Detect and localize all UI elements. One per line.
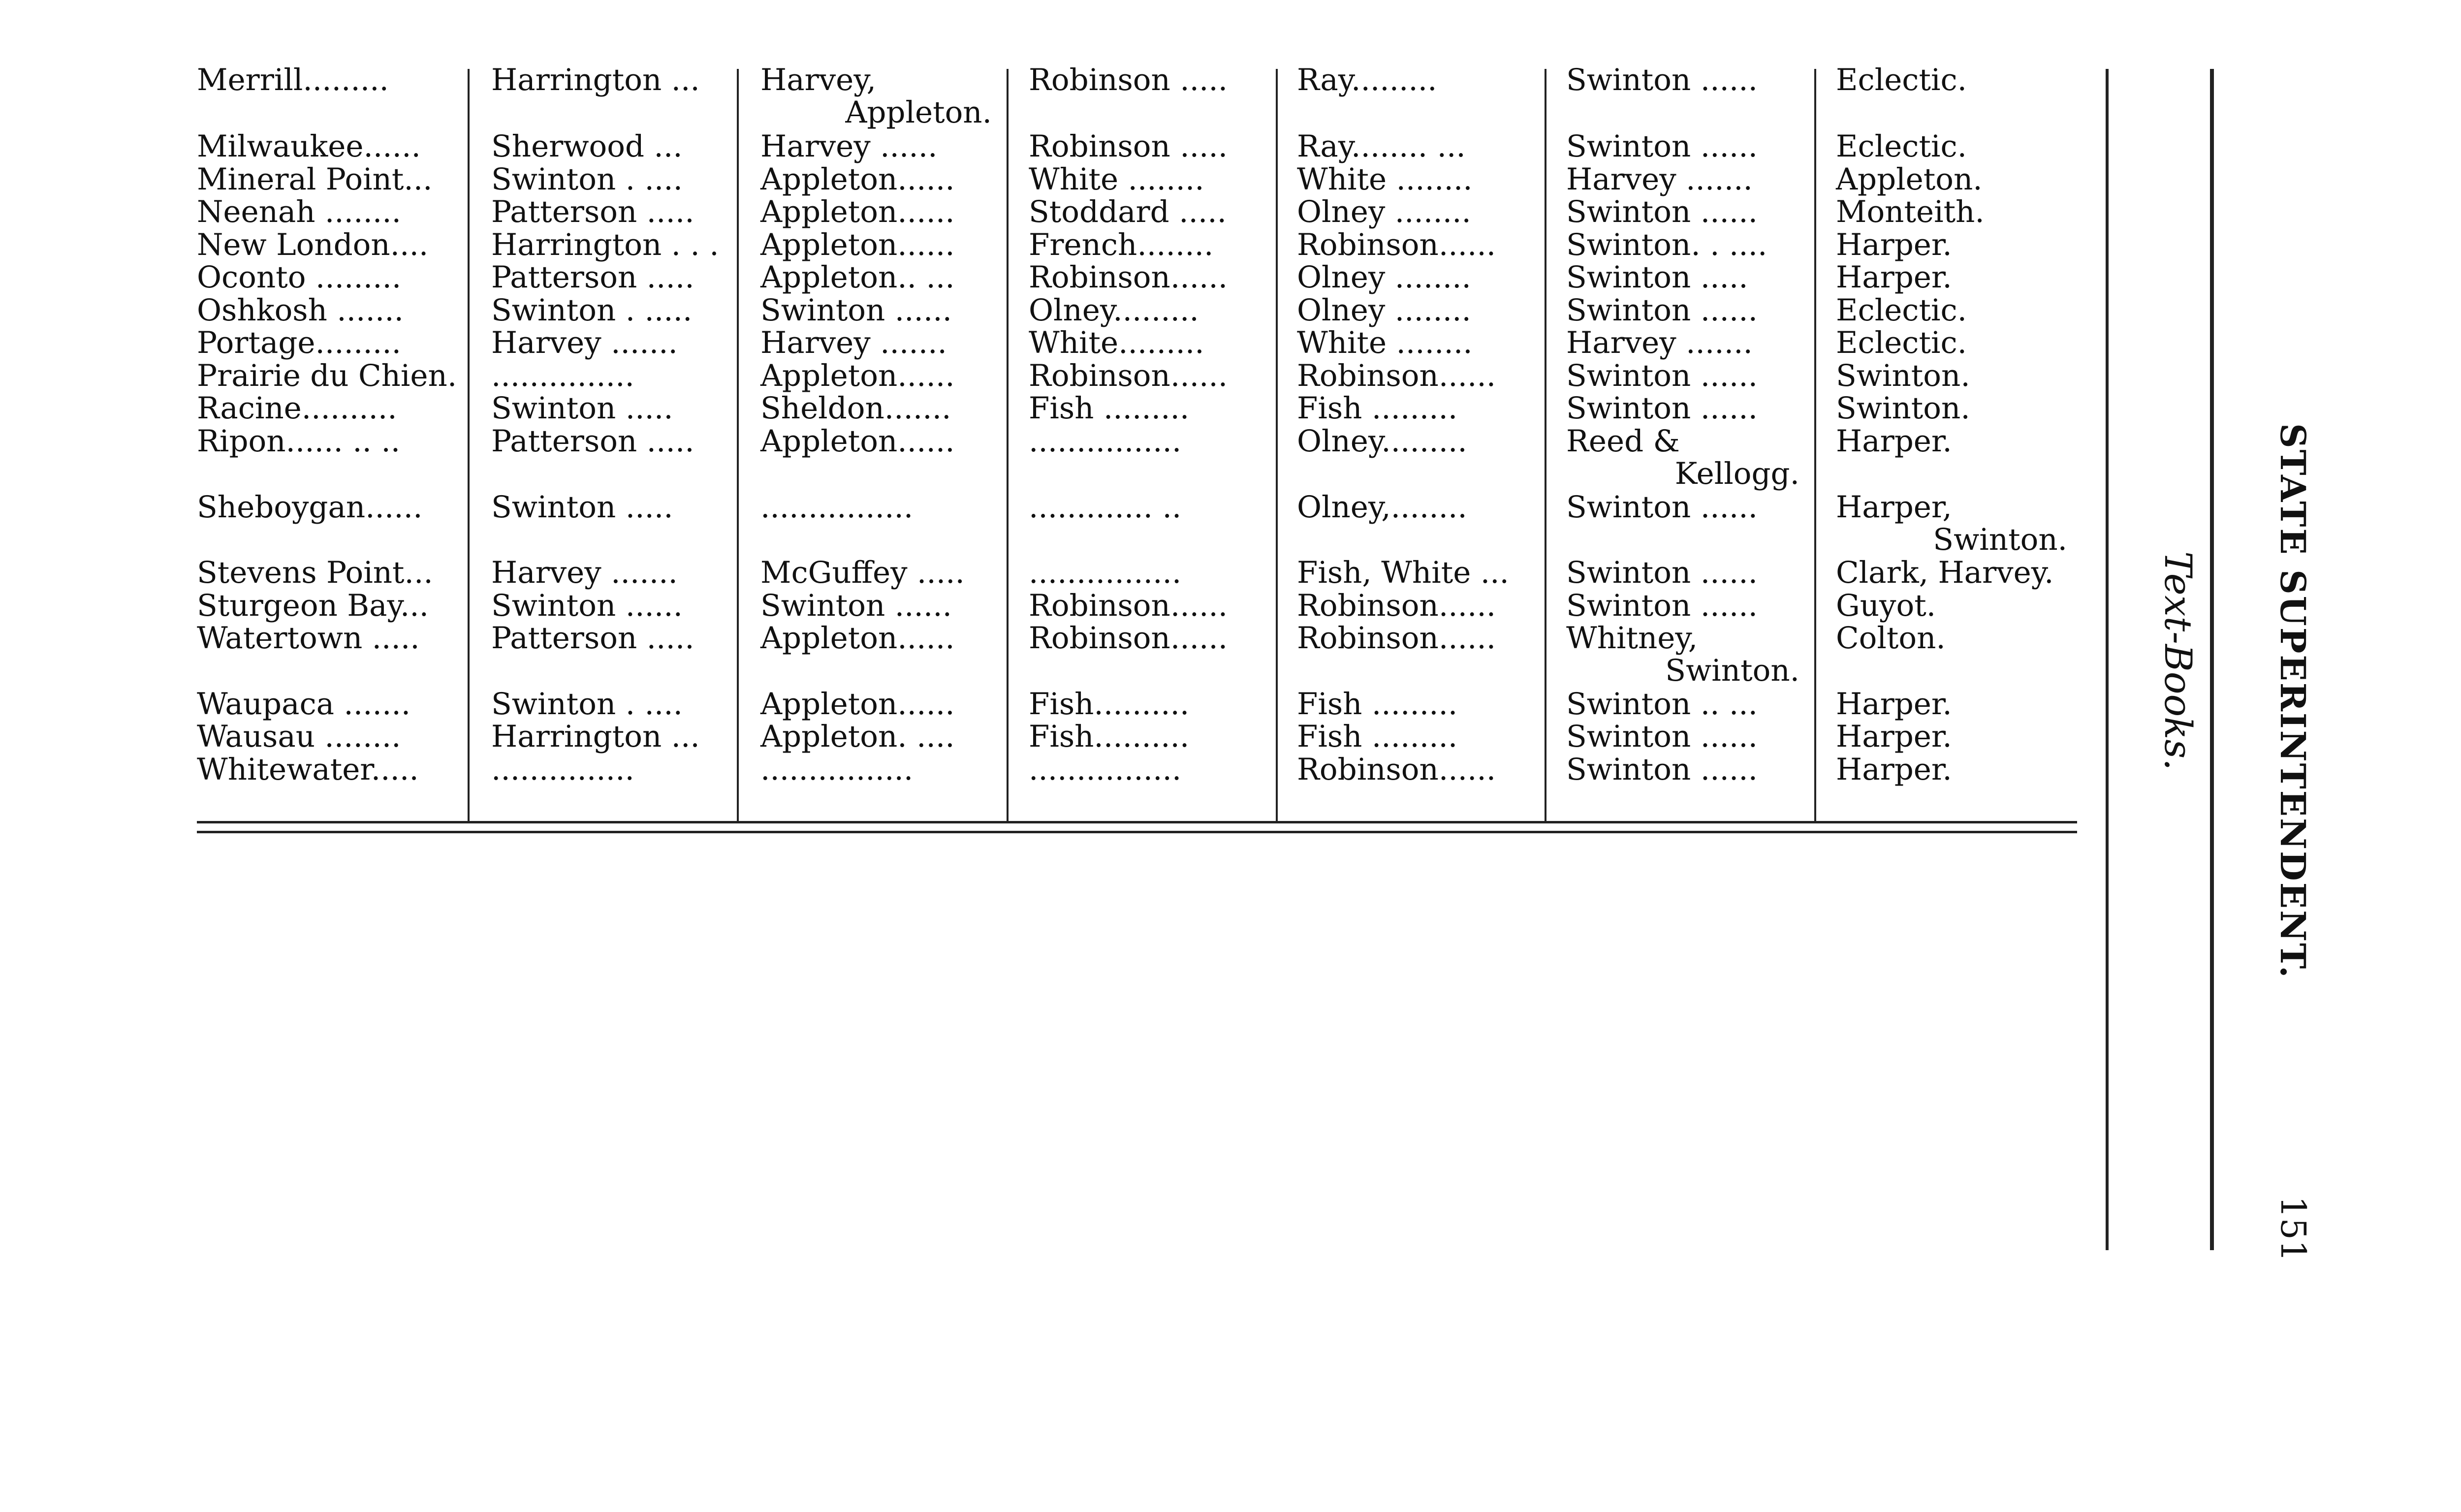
table-row bbox=[0, 63, 2116, 130]
book-entry: Harrington ... bbox=[491, 719, 700, 754]
margin-rule bbox=[2106, 69, 2109, 1250]
book-entry: Patterson ..... bbox=[491, 621, 694, 656]
book-entry: Swinton ...... bbox=[760, 293, 952, 328]
book-entry: Fish.......... bbox=[1029, 687, 1190, 722]
book-entry: Fish, White ... bbox=[1297, 555, 1509, 590]
book-entry: Monteith. bbox=[1836, 194, 1985, 229]
book-entry: Olney ........ bbox=[1297, 293, 1471, 328]
book-entry: Sheldon....... bbox=[760, 391, 951, 426]
city-name: Waupaca ....... bbox=[197, 687, 411, 722]
book-entry: Robinson...... bbox=[1029, 358, 1228, 393]
book-entry: Swinton ...... bbox=[491, 588, 683, 623]
city-name: Oshkosh ....... bbox=[197, 293, 404, 328]
table-row bbox=[0, 229, 2116, 261]
book-entry: Colton. bbox=[1836, 621, 1946, 656]
book-entry: Swinton. . .... bbox=[1566, 227, 1767, 262]
table-row bbox=[0, 590, 2116, 622]
book-entry: ............... bbox=[491, 752, 634, 787]
book-entry: Appleton...... bbox=[760, 358, 955, 393]
city-name: Oconto ......... bbox=[197, 260, 402, 295]
book-entry: Robinson ..... bbox=[1029, 129, 1228, 164]
book-entry: Appleton. .... bbox=[760, 719, 955, 754]
book-entry: Ray........ ... bbox=[1297, 129, 1466, 164]
city-name: Racine.......... bbox=[197, 391, 397, 426]
book-entry: Patterson ..... bbox=[491, 194, 694, 229]
book-entry: Swinton . .... bbox=[491, 162, 683, 197]
book-entry: French........ bbox=[1029, 227, 1214, 262]
book-entry: Fish ......... bbox=[1297, 391, 1458, 426]
book-entry: Appleton...... bbox=[760, 621, 955, 656]
table-row bbox=[0, 360, 2116, 392]
book-entry: Appleton.. ... bbox=[760, 260, 955, 295]
page-number: 151 bbox=[2273, 1196, 2313, 1262]
book-entry: Harper. bbox=[1836, 687, 1952, 722]
book-entry: Swinton .. ... bbox=[1566, 687, 1758, 722]
book-entry: Fish.......... bbox=[1029, 719, 1190, 754]
book-entry-continuation: Appleton. bbox=[845, 95, 992, 130]
table-row bbox=[0, 294, 2116, 327]
book-entry: Appleton...... bbox=[760, 687, 955, 722]
table-row bbox=[0, 557, 2116, 589]
book-entry: Olney,........ bbox=[1297, 490, 1467, 525]
column-rule bbox=[1007, 69, 1009, 822]
book-entry: Fish ......... bbox=[1297, 687, 1458, 722]
book-entry: Stoddard ..... bbox=[1029, 194, 1227, 229]
city-name: Merrill......... bbox=[197, 63, 389, 97]
column-rule bbox=[1276, 69, 1278, 822]
book-entry: Robinson ..... bbox=[1029, 63, 1228, 97]
book-entry: White ........ bbox=[1297, 162, 1473, 197]
table-row bbox=[0, 130, 2116, 163]
city-name: New London.... bbox=[197, 227, 429, 262]
bottom-rule bbox=[197, 831, 2077, 833]
book-entry: Swinton ...... bbox=[1566, 490, 1758, 525]
book-entry: Swinton ..... bbox=[491, 490, 673, 525]
book-entry: Olney ........ bbox=[1297, 194, 1471, 229]
book-entry: Ray......... bbox=[1297, 63, 1437, 97]
book-entry: Appleton...... bbox=[760, 424, 955, 459]
table-row bbox=[0, 392, 2116, 425]
table-row bbox=[0, 163, 2116, 196]
book-entry: ................ bbox=[1029, 752, 1182, 787]
book-entry: ................ bbox=[1029, 424, 1182, 459]
book-entry: Swinton ...... bbox=[1566, 752, 1758, 787]
table-row bbox=[0, 688, 2116, 721]
book-entry: Harvey ....... bbox=[1566, 162, 1753, 197]
city-name: Prairie du Chien. bbox=[197, 358, 457, 393]
column-rule bbox=[737, 69, 739, 822]
table-row bbox=[0, 424, 2116, 491]
book-entry: ............... bbox=[491, 358, 634, 393]
book-entry: Harper. bbox=[1836, 260, 1952, 295]
book-entry: Harper. bbox=[1836, 227, 1952, 262]
book-entry-continuation: Kellogg. bbox=[1674, 456, 1799, 491]
book-entry: Harvey ....... bbox=[491, 555, 678, 590]
table-row bbox=[0, 261, 2116, 294]
book-entry: Harrington ... bbox=[491, 63, 700, 97]
book-entry: Swinton ...... bbox=[1566, 293, 1758, 328]
book-entry: Harper. bbox=[1836, 424, 1952, 459]
book-entry: Clark, Harvey. bbox=[1836, 555, 2054, 590]
book-entry: Swinton ...... bbox=[1566, 391, 1758, 426]
book-entry: Eclectic. bbox=[1836, 63, 1967, 97]
city-name: Neenah ........ bbox=[197, 194, 402, 229]
book-entry: Olney ........ bbox=[1297, 260, 1471, 295]
column-rule bbox=[1545, 69, 1546, 822]
book-entry: Harvey, bbox=[760, 63, 877, 97]
book-entry: Eclectic. bbox=[1836, 293, 1967, 328]
book-entry: Harvey ....... bbox=[1566, 325, 1753, 360]
table-row bbox=[0, 754, 2116, 786]
book-entry: Swinton ...... bbox=[1566, 719, 1758, 754]
book-entry: Eclectic. bbox=[1836, 129, 1967, 164]
book-entry: White......... bbox=[1029, 325, 1204, 360]
book-entry: Swinton. bbox=[1836, 358, 1970, 393]
book-entry: Swinton ...... bbox=[1566, 588, 1758, 623]
column-rule bbox=[468, 69, 470, 822]
city-name: Sturgeon Bay... bbox=[197, 588, 429, 623]
table-row bbox=[0, 621, 2116, 688]
book-entry: Swinton ...... bbox=[760, 588, 952, 623]
city-name: Sheboygan...... bbox=[197, 490, 423, 525]
book-entry: Harvey ....... bbox=[760, 325, 947, 360]
book-entry: Fish ......... bbox=[1029, 391, 1190, 426]
book-entry: Harper. bbox=[1836, 719, 1952, 754]
bottom-rule bbox=[197, 821, 2077, 823]
city-name: Milwaukee...... bbox=[197, 129, 421, 164]
book-entry: Swinton ..... bbox=[1566, 260, 1748, 295]
table-row bbox=[0, 196, 2116, 228]
book-entry: Whitney, bbox=[1566, 621, 1698, 656]
table-row bbox=[0, 490, 2116, 557]
book-entry: Robinson...... bbox=[1297, 621, 1496, 656]
book-entry: Swinton ...... bbox=[1566, 194, 1758, 229]
book-entry: Appleton...... bbox=[760, 194, 955, 229]
running-title: STATE SUPERINTENDENT. bbox=[2272, 423, 2313, 979]
book-entry: Sherwood ... bbox=[491, 129, 683, 164]
book-entry: Swinton . .... bbox=[491, 687, 683, 722]
book-entry: Robinson...... bbox=[1029, 621, 1228, 656]
book-entry: ................ bbox=[760, 752, 914, 787]
section-title: Text-Books. bbox=[2156, 551, 2200, 771]
book-entry: Patterson ..... bbox=[491, 424, 694, 459]
book-entry: Appleton...... bbox=[760, 227, 955, 262]
city-name: Portage......... bbox=[197, 325, 401, 360]
book-entry: ............. .. bbox=[1029, 490, 1182, 525]
margin-rule bbox=[2210, 69, 2214, 1250]
book-entry-continuation: Swinton. bbox=[1665, 653, 1799, 688]
book-entry: McGuffey ..... bbox=[760, 555, 965, 590]
city-name: Stevens Point... bbox=[197, 555, 433, 590]
book-entry: Swinton . ..... bbox=[491, 293, 693, 328]
table-row bbox=[0, 327, 2116, 359]
table-row bbox=[0, 721, 2116, 753]
book-entry: Robinson...... bbox=[1297, 227, 1496, 262]
book-entry: Robinson...... bbox=[1297, 752, 1496, 787]
book-entry: Swinton ...... bbox=[1566, 555, 1758, 590]
book-entry: Swinton ...... bbox=[1566, 358, 1758, 393]
book-entry: Fish ......... bbox=[1297, 719, 1458, 754]
column-rule bbox=[1814, 69, 1816, 822]
book-entry: White ........ bbox=[1029, 162, 1204, 197]
book-entry: Appleton...... bbox=[760, 162, 955, 197]
book-entry: Olney......... bbox=[1029, 293, 1199, 328]
city-name: Whitewater..... bbox=[197, 752, 419, 787]
book-entry: Robinson...... bbox=[1029, 588, 1228, 623]
book-entry-continuation: Swinton. bbox=[1933, 522, 2067, 557]
book-entry: ................ bbox=[1029, 555, 1182, 590]
book-entry: Reed & bbox=[1566, 424, 1680, 459]
book-entry: Harper, bbox=[1836, 490, 1952, 525]
book-entry: Swinton. bbox=[1836, 391, 1970, 426]
city-name: Watertown ..... bbox=[197, 621, 420, 656]
book-entry: Swinton ...... bbox=[1566, 63, 1758, 97]
book-entry: Harrington . . . bbox=[491, 227, 719, 262]
book-entry: Guyot. bbox=[1836, 588, 1936, 623]
book-entry: Harper. bbox=[1836, 752, 1952, 787]
city-name: Mineral Point... bbox=[197, 162, 433, 197]
book-entry: Swinton ...... bbox=[1566, 129, 1758, 164]
book-entry: Eclectic. bbox=[1836, 325, 1967, 360]
city-name: Ripon...... .. .. bbox=[197, 424, 401, 459]
book-entry: ................ bbox=[760, 490, 914, 525]
book-entry: Patterson ..... bbox=[491, 260, 694, 295]
book-entry: White ........ bbox=[1297, 325, 1473, 360]
book-entry: Harvey ....... bbox=[491, 325, 678, 360]
book-entry: Appleton. bbox=[1836, 162, 1983, 197]
book-entry: Harvey ...... bbox=[760, 129, 938, 164]
book-entry: Robinson...... bbox=[1029, 260, 1228, 295]
city-name: Wausau ........ bbox=[197, 719, 401, 754]
book-entry: Swinton ..... bbox=[491, 391, 673, 426]
book-entry: Robinson...... bbox=[1297, 358, 1496, 393]
book-entry: Olney......... bbox=[1297, 424, 1467, 459]
book-entry: Robinson...... bbox=[1297, 588, 1496, 623]
